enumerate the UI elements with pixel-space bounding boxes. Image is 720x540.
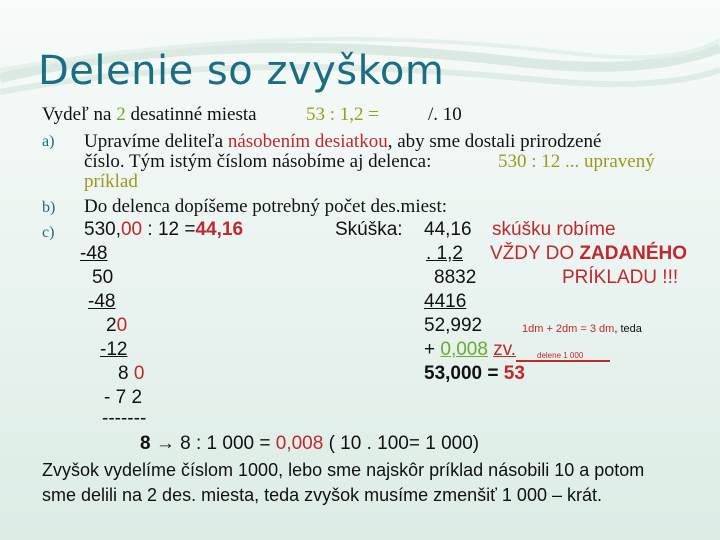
conclusion-line1: Zvyšok vydelíme číslom 1000, lebo sme najskôr príklad násobili 10 a potom (42, 460, 645, 480)
check-line (424, 339, 516, 361)
step-a-line3: príklad (84, 171, 138, 192)
check-label: Skúška: (335, 219, 403, 240)
underline-divider (516, 360, 610, 362)
step-a-text-end: , aby sme dostali prirodzené (387, 131, 602, 152)
division-digit: 2 (106, 315, 117, 336)
division-row: 50 (92, 267, 114, 288)
remainder-num: 8 (140, 433, 151, 454)
division-digit: 8 (118, 363, 129, 384)
check-sum: 53,000 (424, 363, 483, 384)
added-zeros: 00 (120, 219, 143, 240)
division-row: ------- (102, 408, 147, 429)
conclusion-line2: sme delili na 2 des. miesta, teda zvyšok musíme zmenšiť 1 000 – krát. (42, 485, 602, 505)
check-line: 52,992 (424, 315, 483, 336)
remainder-result: 0,008 (275, 433, 324, 454)
quotient: 44,16 (195, 219, 244, 240)
check-note: skúšku robíme (492, 219, 616, 240)
check-line: . 1,2 (426, 243, 463, 264)
check-line: 44,16 (424, 219, 472, 240)
check-equals: = (482, 363, 504, 384)
check-note (490, 243, 687, 265)
remainder-line (140, 433, 479, 455)
division-head (84, 219, 243, 241)
check-note: PRÍKLADU !!! (562, 267, 679, 288)
step-a-highlight: násobením desiatkou (227, 131, 388, 152)
check-note-b: ZADANÉHO (579, 243, 688, 264)
step-c-label: c) (42, 224, 55, 241)
divisor: : 12 = (142, 219, 196, 240)
intro-digits: 2 (116, 104, 126, 125)
division-row: - 7 2 (104, 387, 143, 408)
check-line: 4416 (424, 291, 467, 312)
side-note-b: , teda (614, 323, 642, 335)
check-result (424, 363, 525, 385)
division-row: -12 (100, 339, 128, 360)
step-b-line: Do delenca dopíšeme potrebný počet des.miest: (84, 196, 448, 217)
step-a-line1 (84, 131, 601, 153)
remainder-expr: 8 : 1 000 = (174, 433, 276, 454)
check-final: 53 (503, 363, 525, 384)
intro-line (42, 104, 257, 126)
step-a-text: Upravíme deliteľa (84, 131, 228, 152)
remainder-suffix: zv. (493, 339, 517, 360)
division-row (106, 315, 127, 337)
slide-title: Delenie so zvyškom (38, 48, 445, 94)
check-line: 8832 (434, 267, 477, 288)
step-a-line2: číslo. Tým istým číslom násobíme aj delenca: (84, 151, 432, 172)
check-note-a: VŽDY DO (490, 243, 580, 264)
division-row (118, 363, 144, 385)
division-row: -48 (80, 243, 108, 264)
plus-sign: + (424, 339, 441, 360)
check-tiny-note: delene 1 000 (537, 351, 584, 360)
check-side-note (522, 318, 642, 340)
step-a-adjusted-example: 530 : 12 ... upravený (498, 151, 655, 172)
intro-expression: 53 : 1,2 = (306, 104, 379, 125)
remainder-tail: ( 10 . 100= 1 000) (323, 433, 480, 454)
intro-suffix: /. 10 (428, 104, 462, 125)
step-b-label: b) (42, 199, 56, 216)
division-digit-red: 0 (116, 315, 128, 336)
remainder-value: 0,008 (440, 339, 488, 360)
side-note-a: 1dm + 2dm = 3 dm (522, 323, 615, 335)
step-a-label: a) (42, 133, 55, 150)
division-row: -48 (88, 291, 116, 312)
intro-text2: desatinné miesta (125, 104, 257, 125)
intro-text: Vydeľ na (42, 104, 117, 125)
division-digit-red: 0 (133, 363, 145, 384)
arrow-icon: → (155, 433, 175, 454)
dividend: 530, (84, 219, 121, 240)
